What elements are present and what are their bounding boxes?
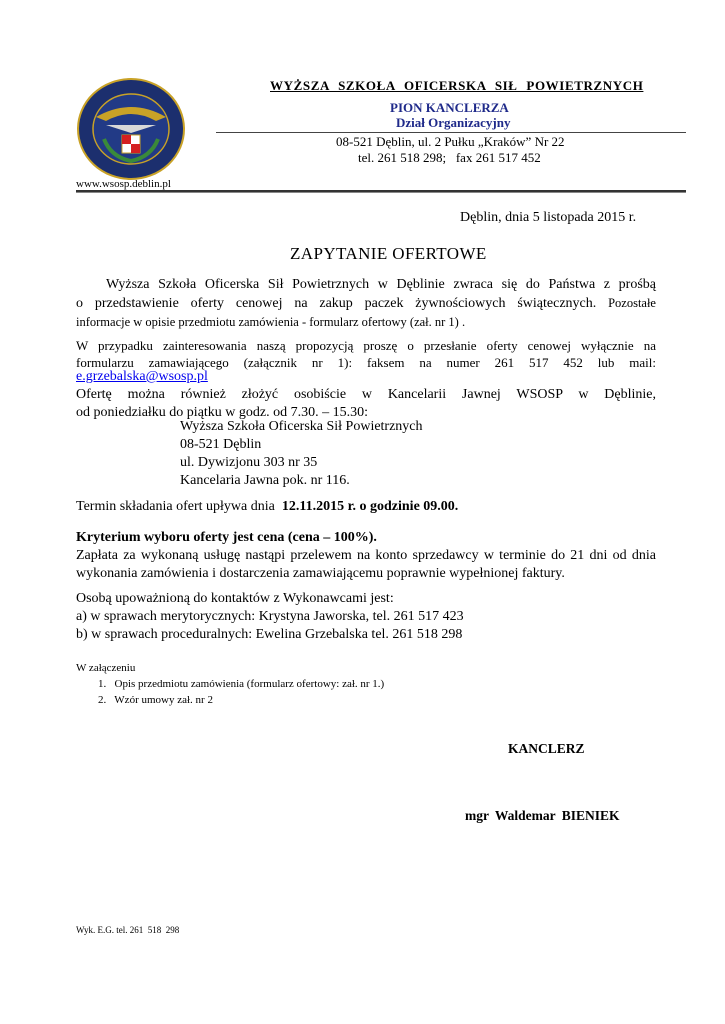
attachments-heading: W załączeniu [76, 662, 136, 674]
header-phones: tel. 261 518 298; fax 261 517 452 [358, 150, 541, 165]
submission-line-2: formularzu zamawiającego (załącznik nr 1): faksem na numer 261 517 452 lub mail: [76, 355, 656, 370]
address-line: 08-521 Dęblin [180, 437, 262, 452]
deadline-label: Termin składania ofert upływa dnia [76, 499, 275, 514]
payment-line-1: Zapłata za wykonaną usługę nastąpi przelewem na konto sprzedawcy w terminie do 21 dni od dnia [76, 548, 656, 563]
document-title: ZAPYTANIE OFERTOWE [290, 244, 487, 263]
criteria-paragraph [76, 529, 656, 583]
payment-line-2: wykonania zamówienia i dostarczenia zamawiającemu poprawnie wypełnionej faktury. [76, 566, 565, 581]
address-line: Wyższa Szkoła Oficerska Sił Powietrznych [180, 419, 423, 434]
submission-paragraph [76, 337, 656, 371]
personal-delivery-paragraph [76, 386, 656, 422]
department-unit: Dział Organizacyjny [396, 115, 511, 130]
criteria-heading: Kryterium wyboru oferty jest cena (cena – 100%). [76, 530, 377, 545]
signature-role: KANCLERZ [508, 741, 585, 756]
header-rule [76, 190, 686, 192]
contacts-paragraph [76, 590, 464, 644]
intro-line-2-text: o przedstawienie oferty cenowej na zakup paczek żywnościowych świątecznych. [76, 296, 597, 311]
intro-line-2-small: Pozostałe [608, 296, 656, 310]
intro-line-1: Wyższa Szkoła Oficerska Sił Powietrznych w Dęblinie zwraca się do Państwa z prośbą [106, 277, 656, 292]
department-division: PION KANCLERZA [390, 100, 509, 115]
attachments [76, 660, 384, 708]
delivery-address [180, 418, 423, 490]
address-line: Kancelaria Jawna pok. nr 116. [180, 473, 350, 488]
signature-name: mgr Waldemar BIENIEK [465, 808, 620, 823]
contact-substantive: a) w sprawach merytorycznych: Krystyna Jaworska, tel. 261 517 423 [76, 609, 464, 624]
deadline-value: 12.11.2015 r. o godzinie 09.00. [281, 499, 459, 514]
website-url[interactable]: www.wsosp.deblin.pl [76, 178, 171, 190]
header-address: 08-521 Dęblin, ul. 2 Pułku „Kraków” Nr 22 [336, 134, 565, 149]
delivery-line-1: Ofertę można również złożyć osobiście w Kancelarii Jawnej WSOSP w Dęblinie, [76, 387, 656, 402]
contacts-heading: Osobą upoważnioną do kontaktów z Wykonawcami jest: [76, 591, 394, 606]
submission-line-1: W przypadku zainteresowania naszą propozycją proszę o przesłanie oferty cenowej wyłącznie na [76, 338, 656, 353]
header-divider [216, 132, 686, 133]
intro-paragraph [76, 276, 656, 331]
document-date: Dęblin, dnia 5 listopada 2015 r. [460, 210, 637, 225]
address-line: ul. Dywizjonu 303 nr 35 [180, 455, 318, 470]
attachment-item: 2. Wzór umowy zał. nr 2 [98, 694, 213, 706]
intro-line-3: informacje w opisie przedmiotu zamówienia - formularz ofertowy (zał. nr 1) . [76, 315, 466, 329]
school-logo [76, 77, 186, 181]
intro-line-2 [76, 294, 656, 313]
contact-procedural: b) w sprawach proceduralnych: Ewelina Grzebalska tel. 261 518 298 [76, 627, 463, 642]
delivery-line-2: od poniedziałku do piątku w godz. od 7.30. – 15.30: [76, 405, 369, 420]
deadline [76, 499, 458, 515]
organization-name: WYŻSZA SZKOŁA OFICERSKA SIŁ POWIETRZNYCH [270, 78, 644, 93]
email-link[interactable]: e.grzebalska@wsosp.pl [76, 369, 208, 384]
footer-note: Wyk. E.G. tel. 261 518 298 [76, 925, 180, 935]
contact-email[interactable] [76, 369, 208, 385]
attachment-item: 1. Opis przedmiotu zamówienia (formularz ofertowy: zał. nr 1.) [98, 678, 385, 690]
